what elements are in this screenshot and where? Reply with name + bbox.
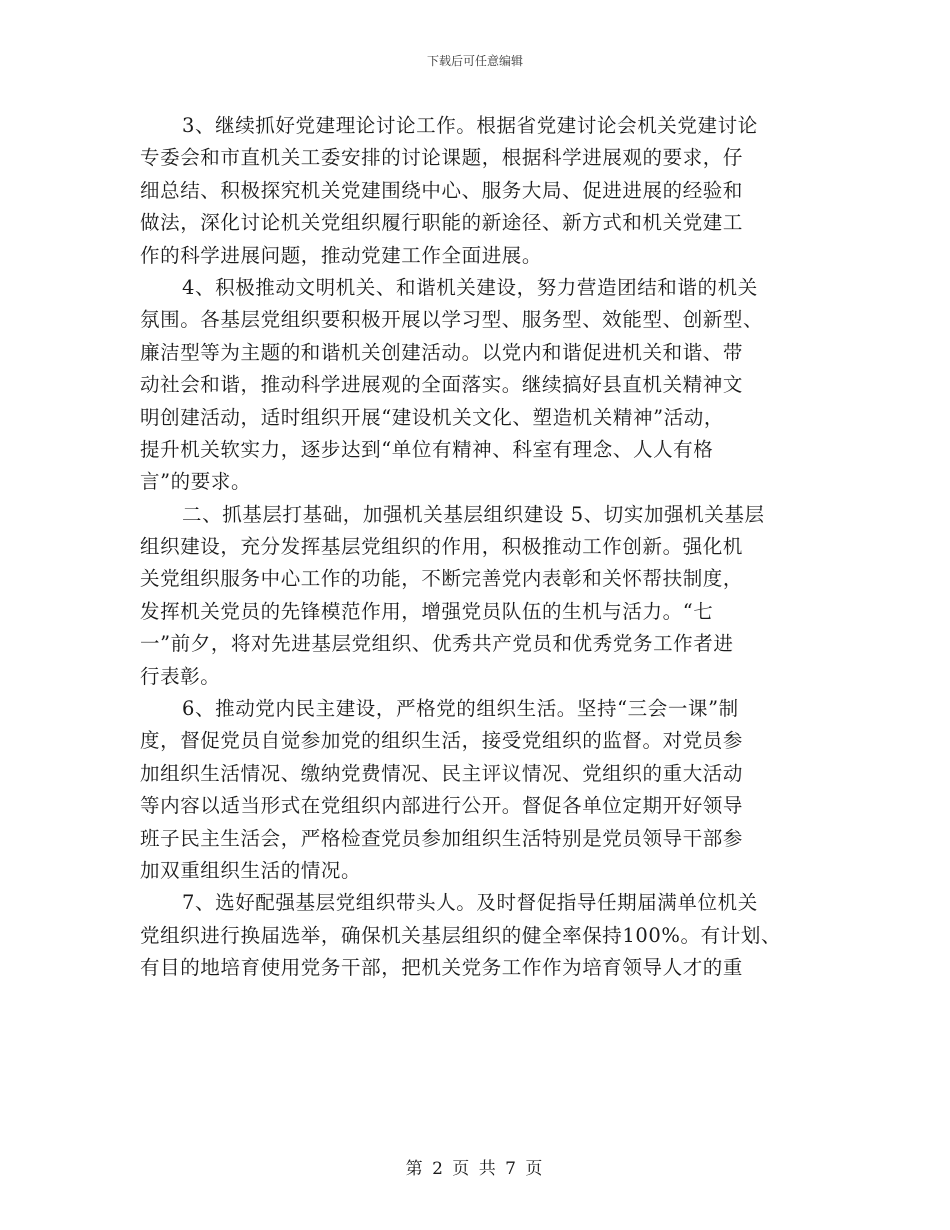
text-line: 行表彰。 (140, 664, 221, 688)
text-line: 班子民主生活会，严格检查党员参加组织生活特别是党员领导干部参 (140, 826, 744, 850)
text-line: 等内容以适当形式在党组织内部进行公开。督促各单位定期开好领导 (140, 794, 744, 818)
text-line: 7、选好配强基层党组织带头人。及时督促指导任期届满单位机关 (182, 891, 758, 915)
text-line: 专委会和市直机关工委安排的讨论课题，根据科学进展观的要求，仔 (140, 146, 744, 170)
text-line: 提升机关软实力，逐步达到“单位有精神、科室有理念、人人有格 (140, 437, 714, 461)
text-line: 组织建设，充分发挥基层党组织的作用，积极推动工作创新。强化机 (140, 535, 744, 559)
text-line: 二、抓基层打基础，加强机关基层组织建设 5、切实加强机关基层 (182, 502, 765, 526)
text-line: 加双重组织生活的情况。 (140, 858, 362, 882)
text-line: 细总结、积极探究机关党建围绕中心、服务大局、促进进展的经验和 (140, 178, 744, 202)
text-line: 动社会和谐，推动科学进展观的全面落实。继续搞好县直机关精神文 (140, 373, 744, 397)
text-line: 度，督促党员自觉参加党的组织生活，接受党组织的监督。对党员参 (140, 729, 744, 753)
text-line: 廉洁型等为主题的和谐机关创建活动。以党内和谐促进机关和谐、带 (140, 340, 744, 364)
document-body (140, 110, 810, 985)
text-line: 4、积极推动文明机关、和谐机关建设，努力营造团结和谐的机关 (182, 275, 758, 299)
text-line: 3、继续抓好党建理论讨论工作。根据省党建讨论会机关党建讨论 (182, 114, 758, 137)
text-line: 发挥机关党员的先锋模范作用，增强党员队伍的生机与活力。“七 (140, 599, 714, 623)
text-line: 关党组织服务中心工作的功能，不断完善党内表彰和关怀帮扶制度， (140, 567, 744, 591)
text-line: 党组织进行换届选举，确保机关基层组织的健全率保持100%。有计划、 (140, 923, 782, 947)
text-line: 明创建活动，适时组织开展“建设机关文化、塑造机关精神”活动， (140, 405, 724, 429)
text-line: 6、推动党内民主建设，严格党的组织生活。坚持“三会一课”制 (182, 697, 739, 721)
text-line: 加组织生活情况、缴纳党费情况、民主评议情况、党组织的重大活动 (140, 761, 744, 785)
text-line: 言”的要求。 (140, 470, 252, 494)
page-number-footer: 第 2 页 共 7 页 (405, 1159, 545, 1179)
text-line: 有目的地培育使用党务干部，把机关党务工作作为培育领导人才的重 (140, 956, 744, 980)
text-line: 作的科学进展问题，推动党建工作全面进展。 (140, 243, 543, 267)
text-line: 做法，深化讨论机关党组织履行职能的新途径、新方式和机关党建工 (140, 211, 744, 235)
text-line: 一”前夕，将对先进基层党组织、优秀共产党员和优秀党务工作者进 (140, 632, 734, 656)
text-line: 氛围。各基层党组织要积极开展以学习型、服务型、效能型、创新型、 (140, 308, 764, 332)
page-header: 下载后可任意编辑 (426, 54, 523, 68)
